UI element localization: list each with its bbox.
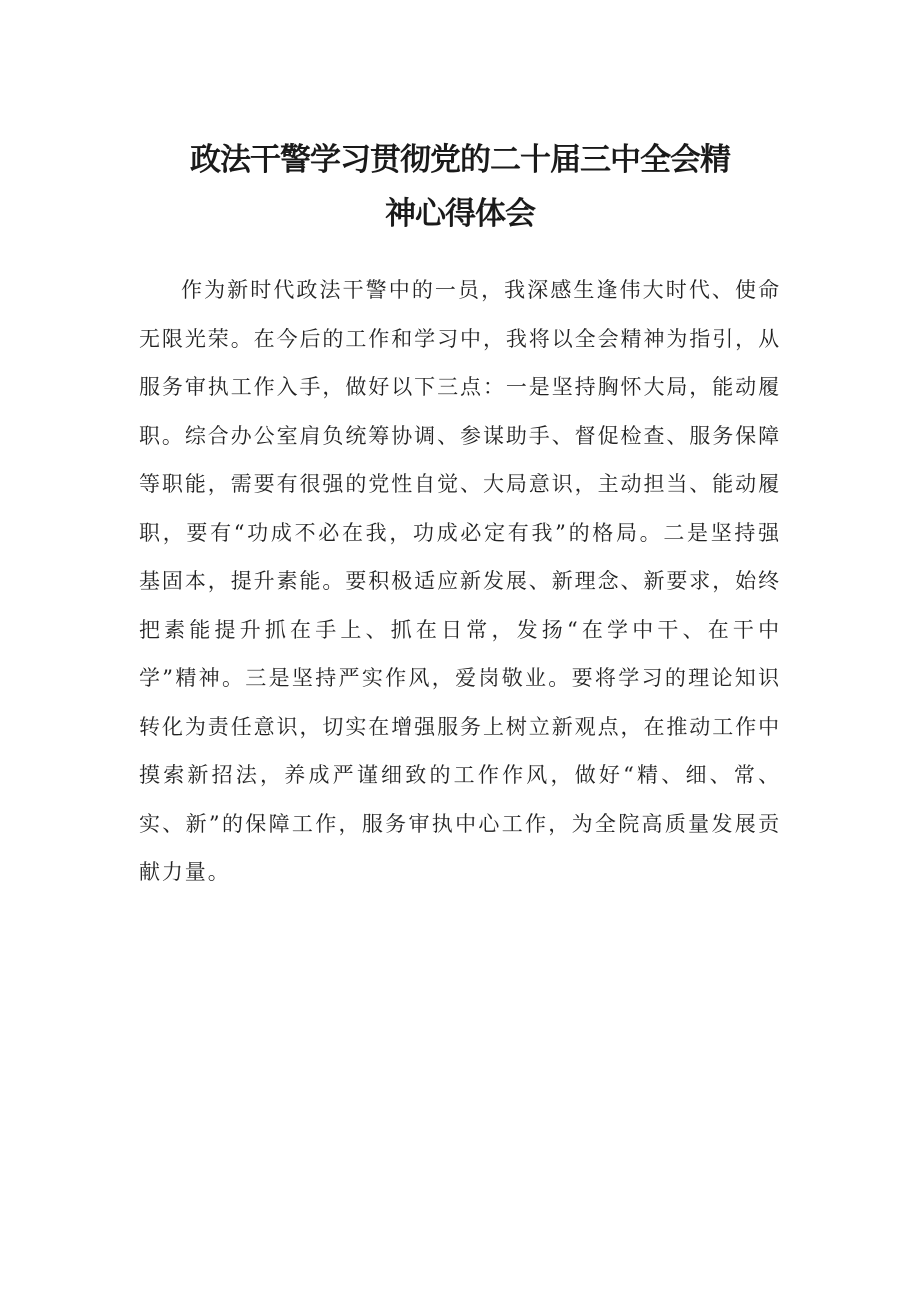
document-title-line-1: 政法干警学习贯彻党的二十届三中全会精 (190, 142, 730, 178)
document-title-line-2: 神心得体会 (385, 196, 535, 232)
body-paragraph: 作为新时代政法干警中的一员，我深感生逢伟大时代、使命无限光荣。在今后的工作和学习中，我将以全会精神为指引，从服务审执工作入手，做好以下三点：一是坚持胸怀大局，能动履职。综合办公室肩负统筹协调、参谋助手、督促检查、服务保障等职能，需要有很强的党性自觉、大局意识，主动担当、能动履职，要有“功成不必在我，功成必定有我”的格局。二是坚持强基固本，提升素能。要积极适应新发展、新理念、新要求，始终把素能提升抓在手上、抓在日常，发扬“在学中干、在干中学”精神。三是坚持严实作风，爱岗敬业。要将学习的理论知识转化为责任意识，切实在增强服务上树立新观点，在推动工作中摸索新招法，养成严谨细致的工作作风，做好“精、细、常、实、新”的保障工作，服务审执中心工作，为全院高质量发展贡献力量。 (139, 278, 781, 884)
